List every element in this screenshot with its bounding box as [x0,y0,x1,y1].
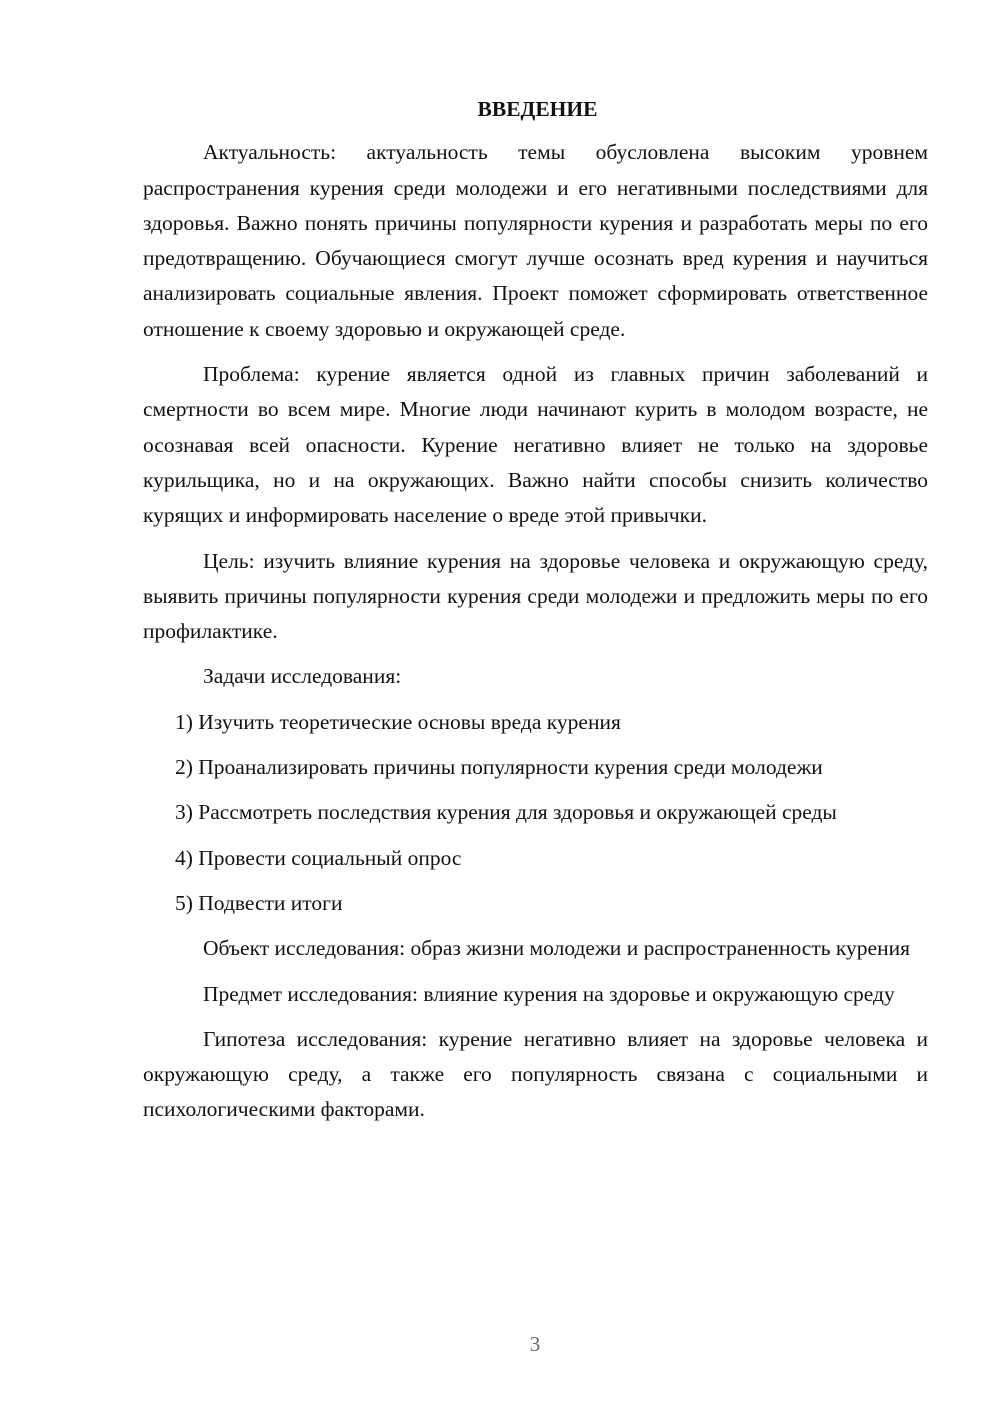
document-page [143,92,928,1138]
task-item: 3) Рассмотреть последствия курения для здоровья и окружающей среды [175,800,837,825]
goal-paragraph: Цель: изучить влияние курения на здоровье человека и окружающую среду, выявить причины популярности курения среди молодежи и предложить меры по его профилактике. [143,548,928,644]
task-item: 4) Провести социальный опрос [175,845,462,870]
task-item: 1) Изучить теоретические основы вреда курения [175,709,621,734]
section-title: ВВЕДЕНИЕ [477,97,598,121]
task-item: 5) Подвести итоги [175,890,343,915]
relevance-paragraph: Актуальность: актуальность темы обусловлена высоким уровнем распространения курения среди молодежи и его негативными последствиями для здоровья. Важно понять причины популярности курения и разработать меры по его предотвращению. Обучающиеся смогут лучше осознать вред курения и научиться анализировать социальные явления. Проект поможет сформировать ответственное отношение к своему здоровью и окружающей среде. [143,140,928,341]
problem-paragraph: Проблема: курение является одной из главных причин заболеваний и смертности во всем мире. Многие люди начинают курить в молодом возрасте, не осознавая всей опасности. Курение негативно влияет не только на здоровье курильщика, но и на окружающих. Важно найти способы снизить количество курящих и информировать население о вреде этой привычки. [143,362,928,528]
object-paragraph: Объект исследования: образ жизни молодежи и распространенность курения [203,936,910,961]
page-number: 3 [529,1332,541,1356]
subject-paragraph: Предмет исследования: влияние курения на здоровье и окружающую среду [203,981,895,1006]
tasks-heading: Задачи исследования: [203,664,402,689]
task-item: 2) Проанализировать причины популярности курения среди молодежи [175,755,823,780]
hypothesis-paragraph: Гипотеза исследования: курение негативно влияет на здоровье человека и окружающую среду, а также его популярность связана с социальными и психологическими факторами. [143,1026,928,1122]
